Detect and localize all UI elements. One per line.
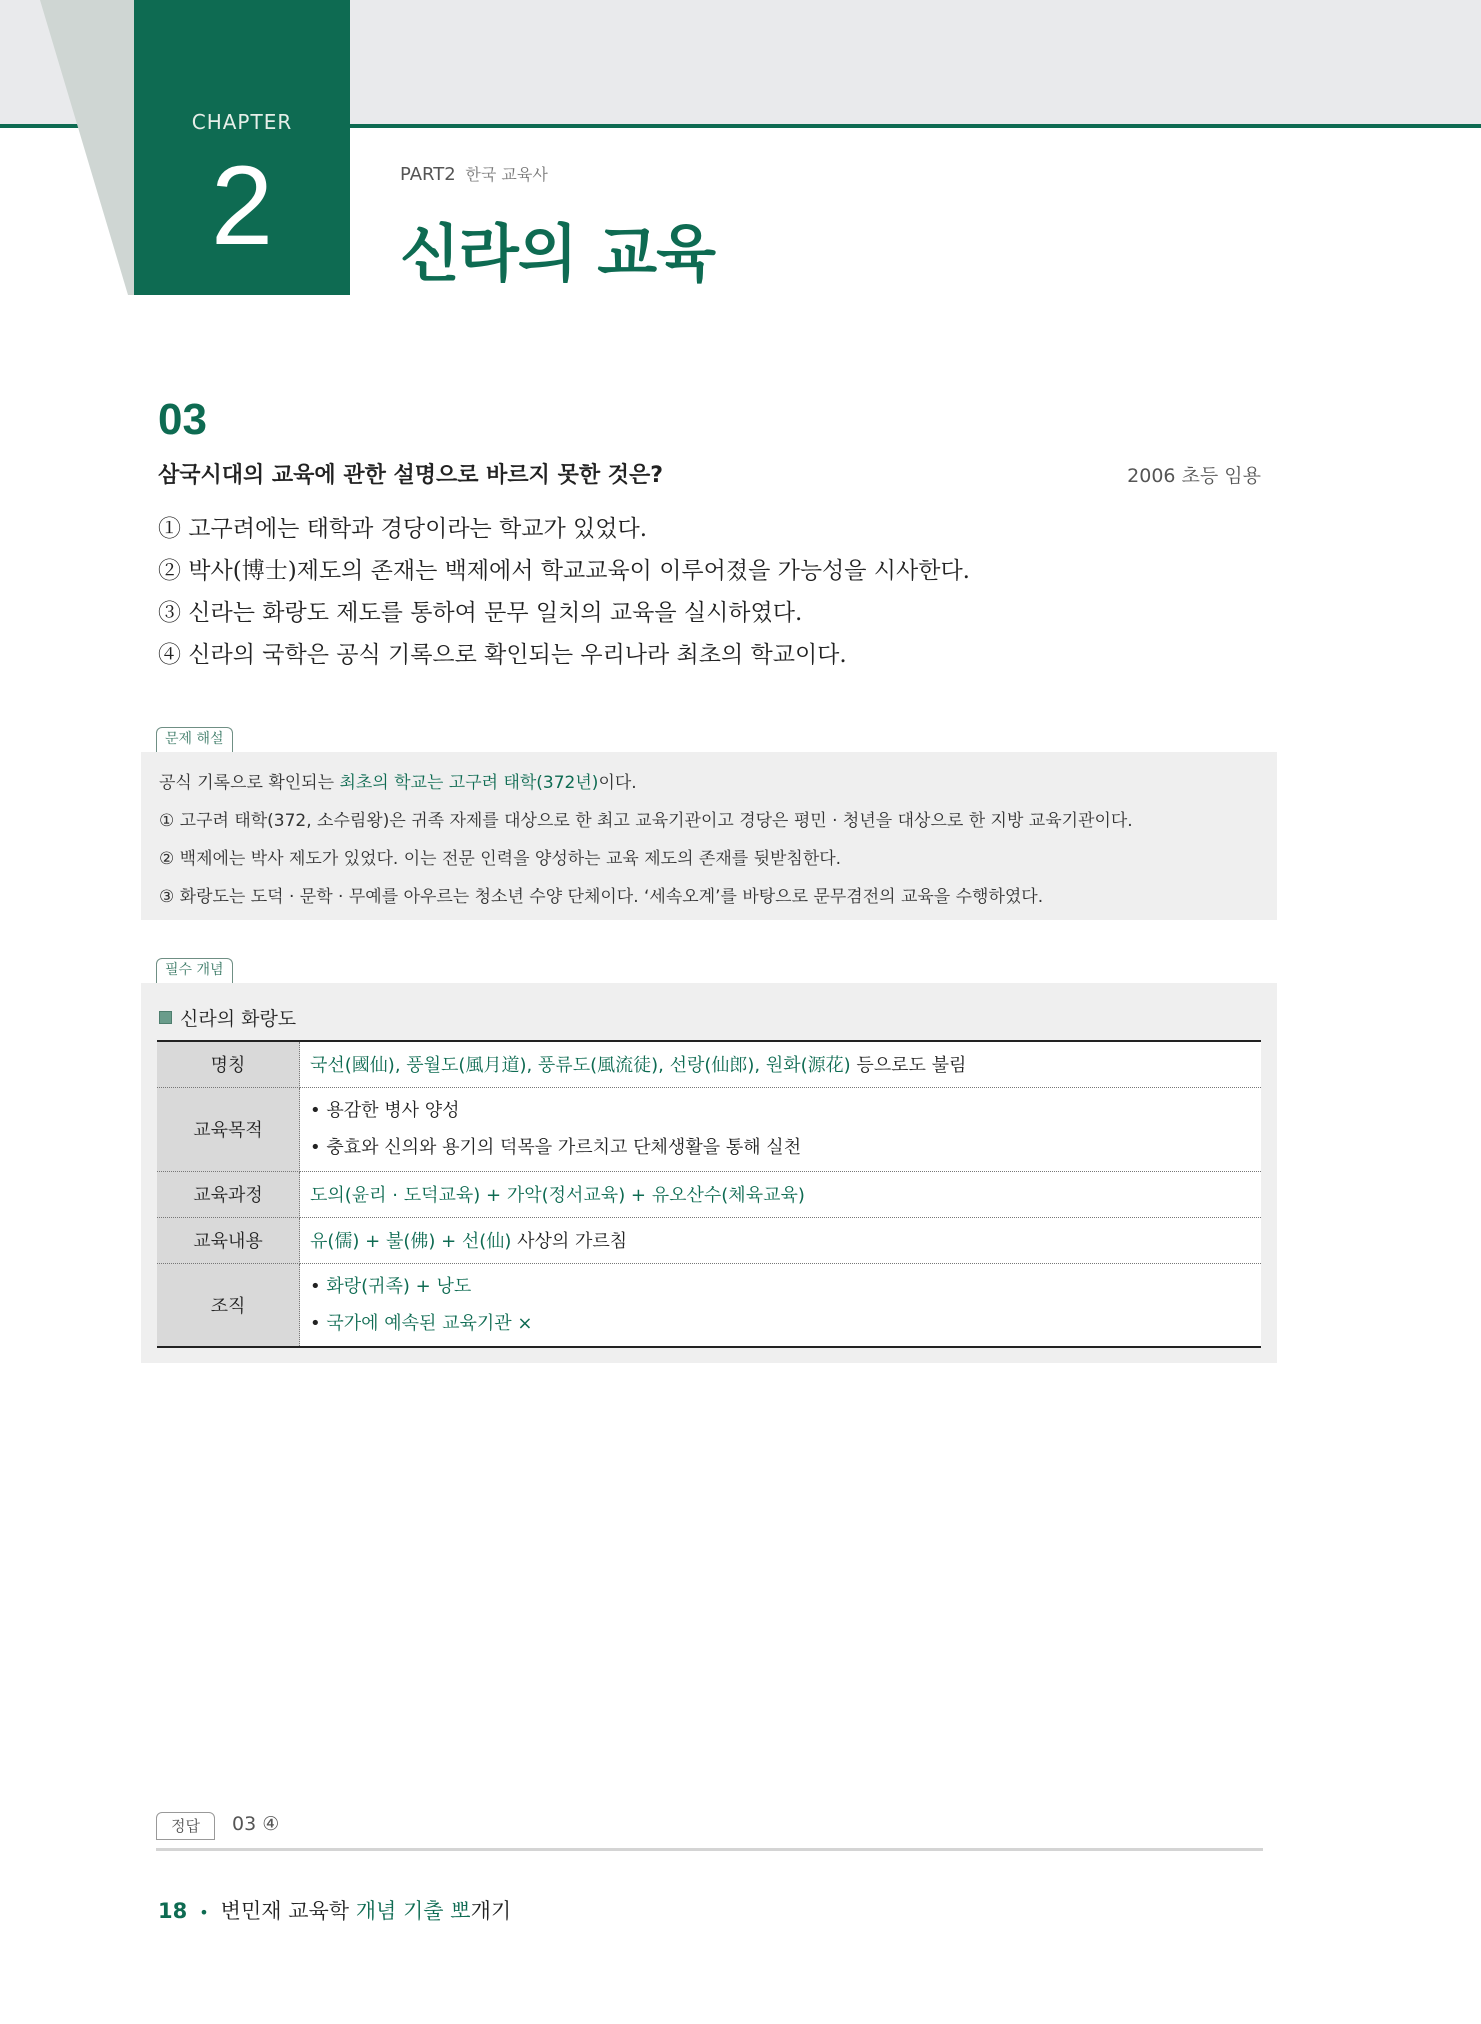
explanation-tag: 문제 해설	[156, 727, 233, 752]
explanation-summary	[159, 768, 637, 793]
concept-tag: 필수 개념	[156, 958, 233, 983]
book-title-3	[396, 1899, 403, 1923]
value-highlight: 화랑(귀족) + 낭도	[326, 1275, 472, 1297]
part-subject: 한국 교육사	[465, 165, 548, 184]
option-2: ② 박사(博士)제도의 존재는 백제에서 학교교육이 이루어졌을 가능성을 시사한다.	[158, 558, 970, 584]
row-value	[300, 1263, 1262, 1347]
book-title-1: 변민재 교육학	[220, 1899, 356, 1923]
question-source: 2006 초등 임용	[1127, 465, 1261, 487]
concept-box	[141, 983, 1277, 1363]
value-highlight: 도의(윤리 · 도덕교육) + 가악(정서교육) + 유오산수(체육교육)	[310, 1185, 805, 1206]
book-title-6: 뽀	[450, 1899, 471, 1923]
chapter-badge	[134, 0, 350, 295]
square-bullet-icon	[159, 1011, 172, 1024]
concept-table	[157, 1040, 1261, 1348]
row-value	[300, 1217, 1262, 1263]
answer-tag: 정답	[156, 1812, 215, 1840]
row-value	[300, 1041, 1262, 1087]
bullet: •	[310, 1275, 327, 1297]
option-3: ③ 신라는 화랑도 제도를 통하여 문무 일치의 교육을 실시하였다.	[158, 600, 803, 626]
chapter-label: CHAPTER	[191, 110, 293, 134]
bullet: •	[310, 1312, 327, 1334]
part-number: PART2	[400, 164, 456, 185]
option-1: ① 고구려에는 태학과 경당이라는 학교가 있었다.	[158, 516, 648, 542]
explanation-line-3: ③ 화랑도는 도덕 · 문학 · 무예를 아우르는 청소년 수양 단체이다. ‘세속오계’를 바탕으로 문무겸전의 교육을 수행하였다.	[159, 887, 1044, 907]
row-key: 명칭	[157, 1041, 300, 1087]
value-highlight: 국선(國仙), 풍월도(風月道), 풍류도(風流徒), 선랑(仙郎), 원화(源花)	[310, 1055, 851, 1077]
list-item	[310, 1268, 1251, 1305]
list-item: • 충효와 신의와 용기의 덕목을 가르치고 단체생활을 통해 실천	[310, 1137, 802, 1158]
row-key: 조직	[157, 1263, 300, 1347]
explanation-line-1: ① 고구려 태학(372, 소수림왕)은 귀족 자제를 대상으로 한 최고 교육기관이고 경당은 평민 · 청년을 대상으로 한 지방 교육기관이다.	[159, 811, 1133, 831]
answer-value: 03 ④	[232, 1813, 280, 1835]
question-number: 03	[158, 395, 207, 444]
page-number: 18	[158, 1899, 188, 1923]
summary-text: 공식 기록으로 확인되는	[159, 773, 340, 793]
explanation-line-2: ② 백제에는 박사 제도가 있었다. 이는 전문 인력을 양성하는 교육 제도의 존재를 뒷받침한다.	[159, 849, 842, 869]
option-4: ④ 신라의 국학은 공식 기록으로 확인되는 우리나라 최초의 학교이다.	[158, 642, 847, 668]
table-row	[157, 1087, 1261, 1171]
row-key: 교육과정	[157, 1171, 300, 1217]
page-footer	[158, 1895, 511, 1925]
value-text: 사상의 가르침	[511, 1231, 628, 1252]
list-item: • 용감한 병사 양성	[310, 1100, 460, 1121]
summary-end: 이다.	[598, 773, 637, 793]
value-text: 등으로도 불림	[850, 1055, 967, 1077]
decorative-slant	[40, 0, 140, 295]
chapter-number: 2	[210, 143, 274, 268]
table-row	[157, 1171, 1261, 1217]
book-title-2: 개념	[355, 1899, 397, 1923]
list-item	[310, 1305, 1251, 1342]
value-highlight: 국가에 예속된 교육기관 ×	[326, 1312, 533, 1334]
row-value	[300, 1087, 1262, 1171]
concept-heading	[159, 1004, 296, 1031]
page-title: 신라의 교육	[400, 217, 716, 290]
concept-heading-text: 신라의 화랑도	[180, 1008, 297, 1030]
book-title-4: 기출	[403, 1899, 444, 1923]
book-title-7: 개기	[470, 1899, 512, 1923]
explanation-box	[141, 752, 1277, 920]
table-row	[157, 1041, 1261, 1087]
part-label	[400, 162, 548, 185]
row-value	[300, 1171, 1262, 1217]
value-highlight: 유(儒) + 불(佛) + 선(仙)	[310, 1231, 512, 1252]
summary-highlight: 최초의 학교는 고구려 태학(372년)	[339, 773, 599, 793]
table-row	[157, 1263, 1261, 1347]
row-key: 교육목적	[157, 1087, 300, 1171]
footer-dot: •	[199, 1903, 209, 1922]
question-text: 삼국시대의 교육에 관한 설명으로 바르지 못한 것은?	[158, 463, 664, 488]
row-key: 교육내용	[157, 1217, 300, 1263]
option-list	[158, 508, 970, 676]
table-row	[157, 1217, 1261, 1263]
answer-rule	[156, 1848, 1263, 1851]
